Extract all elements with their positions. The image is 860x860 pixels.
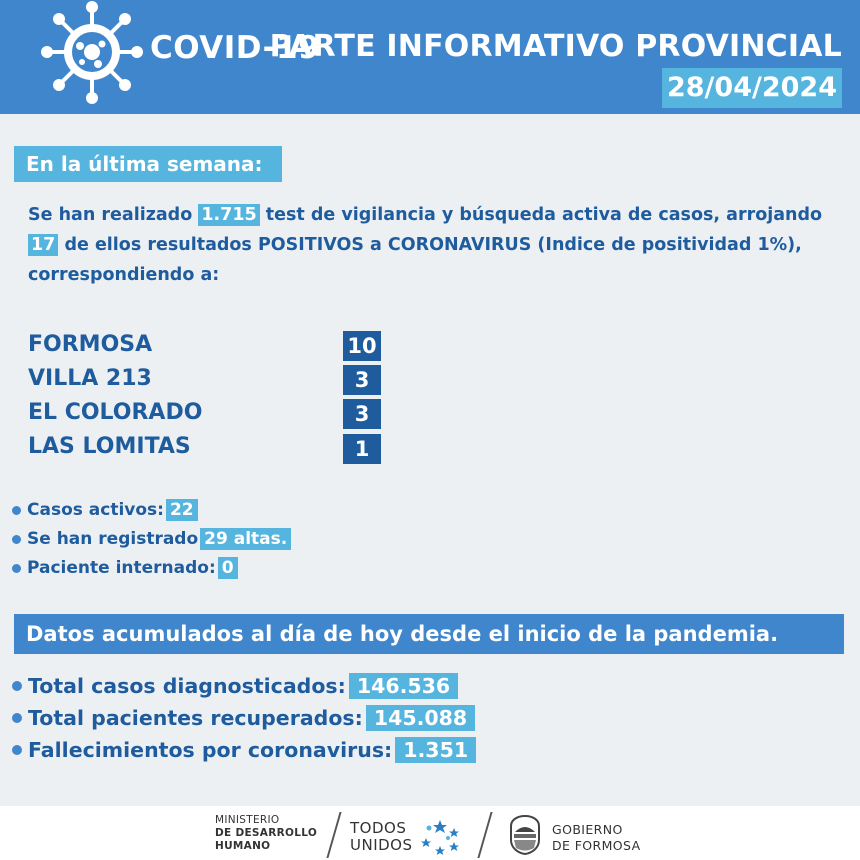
stat-label: Casos activos: [27, 500, 164, 520]
gobierno-logo [552, 822, 641, 854]
stat-label: Se han registrado [27, 529, 199, 549]
gobierno-line-1: GOBIERNO [552, 822, 623, 837]
bullet-icon [12, 564, 21, 573]
bullet-icon [12, 535, 21, 544]
todos-unidos-logo [350, 820, 413, 854]
location-name: FORMOSA [28, 332, 153, 357]
todos-line-2: UNIDOS [350, 836, 413, 854]
positives-count: 17 [28, 234, 58, 256]
location-count: 3 [343, 399, 381, 429]
page-title: PARTE INFORMATIVO PROVINCIAL [269, 29, 842, 64]
acc-total-cases [12, 673, 458, 699]
location-name: VILLA 213 [28, 366, 152, 391]
ministerio-line-2: DE DESARROLLO [215, 827, 318, 839]
divider [477, 812, 492, 858]
stat-value: 22 [166, 499, 198, 521]
report-date: 28/04/2024 [662, 68, 842, 108]
stat-label: Paciente internado: [27, 558, 216, 578]
divider [326, 812, 341, 858]
summary-text-2: test de vigilancia y búsqueda activa de casos, arrojando [265, 205, 823, 225]
acc-deaths [12, 737, 476, 763]
header-bar [0, 0, 860, 114]
summary-text-3: de ellos resultados POSITIVOS a CORONAVIRUS (Indice de positividad 1%), correspondiendo a: [28, 235, 802, 285]
tests-count: 1.715 [198, 204, 259, 226]
location-name: LAS LOMITAS [28, 434, 191, 459]
gobierno-line-2: DE FORMOSA [552, 838, 641, 853]
acc-label: Fallecimientos por coronavirus: [28, 738, 393, 762]
summary-text-1: Se han realizado [28, 205, 193, 225]
stars-icon [418, 818, 462, 858]
acc-value: 1.351 [395, 737, 476, 763]
acc-value: 145.088 [366, 705, 475, 731]
formosa-seal-icon [507, 814, 543, 856]
stat-discharges [12, 528, 291, 550]
bullet-icon [12, 681, 22, 691]
stat-value: 0 [218, 557, 238, 579]
ministerio-logo [215, 814, 317, 853]
acc-label: Total pacientes recuperados: [28, 706, 363, 730]
location-count: 1 [343, 434, 381, 464]
bullet-icon [12, 506, 21, 515]
bullet-icon [12, 713, 22, 723]
bullet-icon [12, 745, 22, 755]
location-count: 3 [343, 365, 381, 395]
covid-label: COVID-19 [150, 30, 321, 66]
week-summary [28, 200, 848, 290]
todos-line-1: TODOS [350, 819, 407, 837]
acc-label: Total casos diagnosticados: [28, 674, 346, 698]
acc-recovered [12, 705, 475, 731]
virus-icon [40, 0, 144, 108]
week-banner: En la última semana: [14, 146, 282, 182]
acc-value: 146.536 [349, 673, 458, 699]
stat-active-cases [12, 499, 198, 521]
location-count: 10 [343, 331, 381, 361]
ministerio-line-3: HUMANO [215, 840, 271, 852]
stat-value: 29 altas. [200, 528, 291, 550]
accumulated-banner: Datos acumulados al día de hoy desde el inicio de la pandemia. [14, 614, 844, 654]
location-name: EL COLORADO [28, 400, 203, 425]
stat-hospitalized [12, 557, 238, 579]
footer-logos [0, 806, 860, 860]
ministerio-line-1: MINISTERIO [215, 814, 280, 826]
